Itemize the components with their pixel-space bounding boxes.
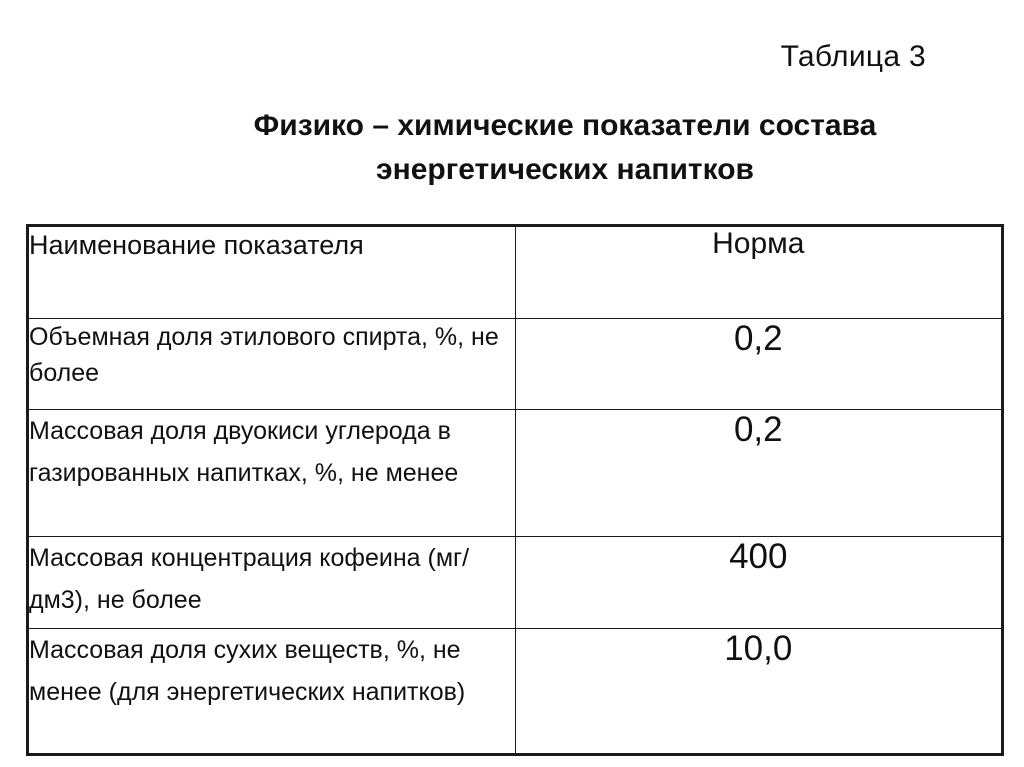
indicator-name-cell: Массовая концентрация кофеина (мг/дм3), не более (28, 537, 516, 629)
table-row (28, 319, 1003, 410)
norm-value-cell: 0,2 (515, 410, 1002, 537)
table-row (28, 410, 1003, 537)
norm-value-cell: 10,0 (515, 629, 1002, 755)
indicators-table (26, 224, 1004, 756)
header-norm: Норма (515, 226, 1002, 319)
table-row (28, 629, 1003, 755)
title-line-1: Физико – химические показатели состава (253, 109, 877, 142)
table-header-row (28, 226, 1003, 319)
title-line-2: энергетических напитков (376, 153, 754, 186)
norm-value-cell: 400 (515, 537, 1002, 629)
norm-value-cell: 0,2 (515, 319, 1002, 410)
document-title (0, 104, 1024, 192)
indicator-name-cell: Объемная доля этилового спирта, %, не более (28, 319, 516, 410)
table-row (28, 537, 1003, 629)
header-indicator-name: Наименование показателя (28, 226, 516, 319)
indicator-name-cell: Массовая доля двуокиси углерода в газированных напитках, %, не менее (28, 410, 516, 537)
table-number-label: Таблица 3 (780, 40, 926, 73)
indicator-name-cell: Массовая доля сухих веществ, %, не менее (для энергетических напитков) (28, 629, 516, 755)
